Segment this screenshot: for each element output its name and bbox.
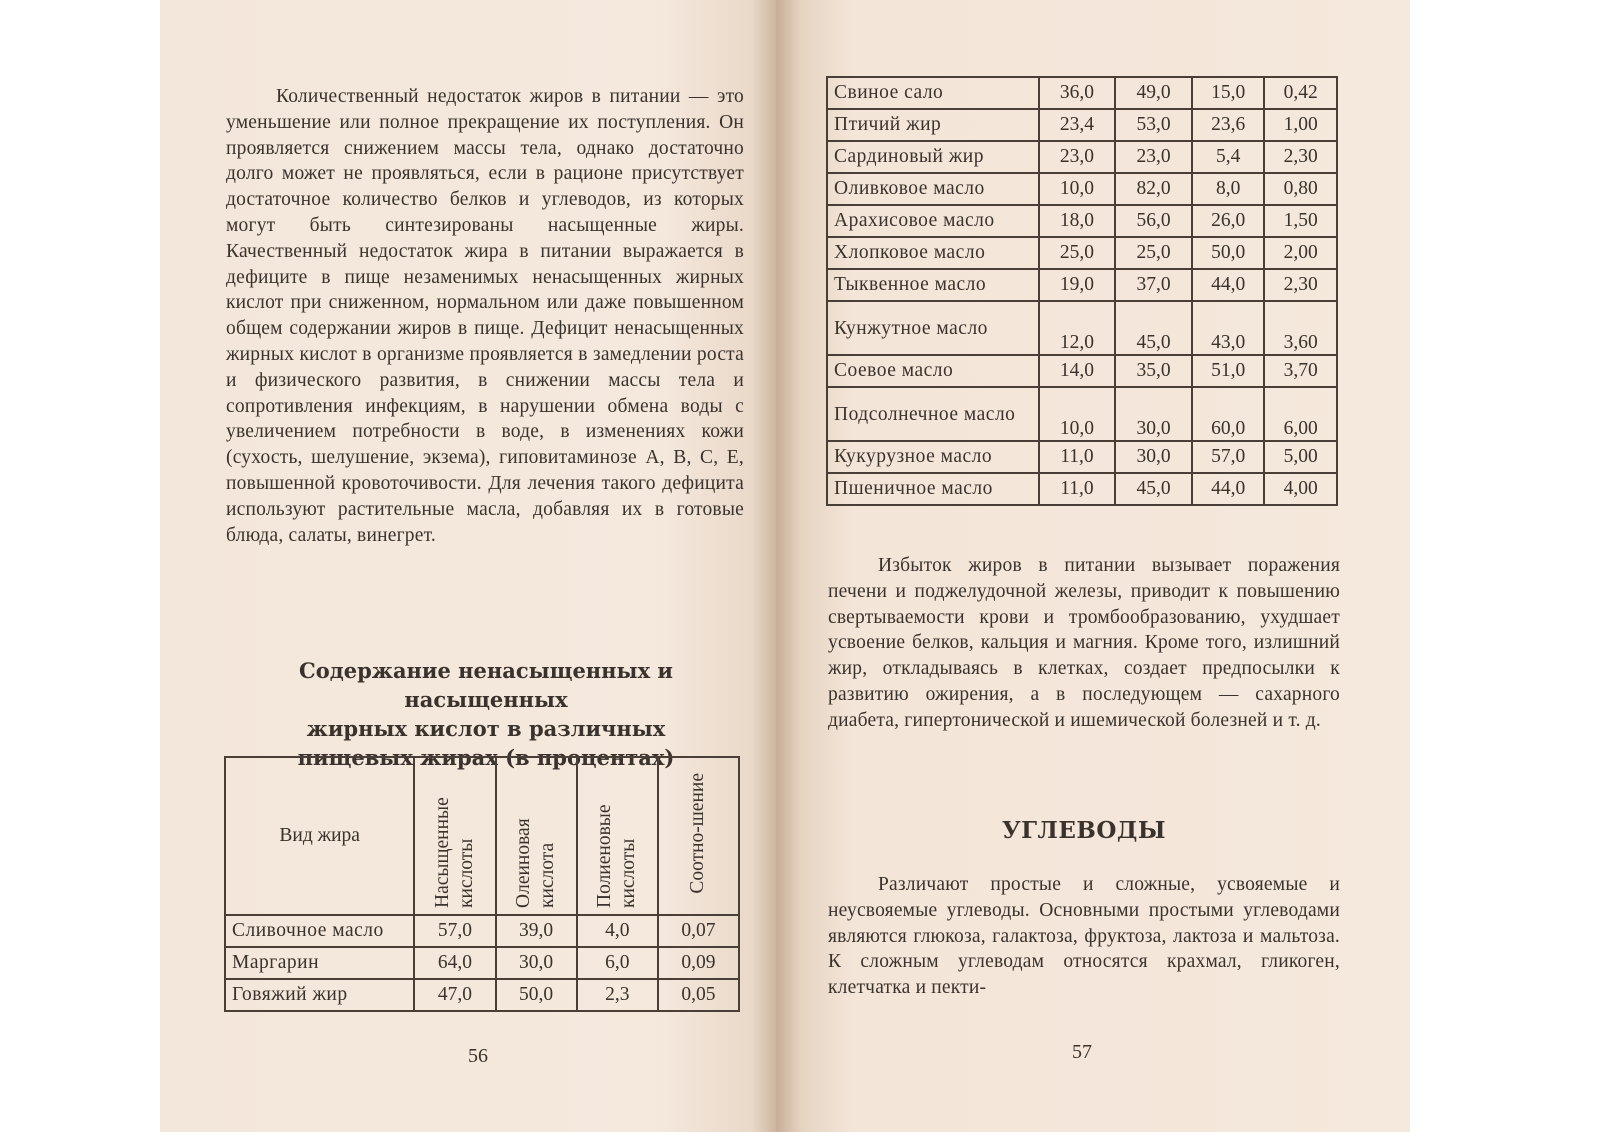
table-cell-saturated: 25,0: [1039, 237, 1116, 269]
table-title-line-3: пищевых жирах (в процентах): [297, 745, 675, 770]
table-cell-ratio: 0,05: [658, 979, 739, 1011]
table-cell-oleic: 56,0: [1115, 205, 1192, 237]
table-row: [827, 205, 1337, 237]
table-cell-polyene: 5,4: [1192, 141, 1265, 173]
table-cell-fat-name: Сливочное масло: [225, 915, 414, 947]
table-cell-fat-name: Тыквенное масло: [827, 269, 1039, 301]
left-page: [160, 0, 776, 1132]
table-row: [827, 237, 1337, 269]
table-cell-polyene: 26,0: [1192, 205, 1265, 237]
table-cell-polyene: 15,0: [1192, 77, 1265, 109]
table-cell-ratio: 0,80: [1264, 173, 1337, 205]
table-cell-saturated: 10,0: [1039, 173, 1116, 205]
table-cell-oleic: 53,0: [1115, 109, 1192, 141]
table-cell-ratio: 0,09: [658, 947, 739, 979]
table-row: [827, 441, 1337, 473]
table-row: [827, 387, 1337, 441]
table-header-fat-type: Вид жира: [225, 757, 414, 915]
table-cell-ratio: 4,00: [1264, 473, 1337, 505]
table-cell-fat-name: Соевое масло: [827, 355, 1039, 387]
table-cell-polyene: 6,0: [577, 947, 658, 979]
table-cell-fat-name: Кунжутное масло: [827, 301, 1039, 355]
page-number-left: 56: [468, 1045, 488, 1067]
table-cell-polyene: 44,0: [1192, 269, 1265, 301]
table-row: [827, 473, 1337, 505]
table-cell-fat-name: Говяжий жир: [225, 979, 414, 1011]
table-header-polyene: [577, 757, 658, 915]
table-row: [225, 915, 739, 947]
table-cell-saturated: 64,0: [414, 947, 495, 979]
table-cell-oleic: 35,0: [1115, 355, 1192, 387]
table-cell-fat-name: Подсолнечное масло: [827, 387, 1039, 441]
table-cell-saturated: 11,0: [1039, 441, 1116, 473]
table-title-line-2: жирных кислот в различных: [306, 716, 666, 741]
table-cell-fat-name: Свиное сало: [827, 77, 1039, 109]
table-cell-ratio: 5,00: [1264, 441, 1337, 473]
fat-acids-table-part-2: [826, 76, 1338, 506]
table-cell-polyene: 57,0: [1192, 441, 1265, 473]
table-header-row: [225, 757, 739, 915]
table-row: [827, 109, 1337, 141]
page-number-right: 57: [1072, 1041, 1092, 1063]
table-cell-ratio: 0,42: [1264, 77, 1337, 109]
table-cell-saturated: 18,0: [1039, 205, 1116, 237]
table-cell-ratio: 2,30: [1264, 141, 1337, 173]
table-header-saturated-label: Насыщенные кислоты: [431, 797, 477, 908]
table-cell-saturated: 47,0: [414, 979, 495, 1011]
table-cell-fat-name: Маргарин: [225, 947, 414, 979]
table-cell-polyene: 23,6: [1192, 109, 1265, 141]
table-cell-oleic: 30,0: [1115, 387, 1192, 441]
left-page-paragraph: Количественный недостаток жиров в питании — это уменьшение или полное прекращение их поступления. Он проявляется снижением массы тела, однако достаточно долго может не проявляться, если в рационе присутствует достаточное количество белков и углеводов, из которых могут быть синтезированы насыщенные жиры. Качественный недостаток жира в питании выражается в дефиците в пище незаменимых ненасыщенных жирных кислот при сниженном, нормальном или даже повышенном общем содержании жиров в пище. Дефицит ненасыщенных жирных кислот в организме проявляется в замедлении роста и физического развития, в снижении массы тела и сопротивления инфекциям, в нарушении обмена воды с увеличением потребности в воде, в изменениях кожи (сухость, шелушение, экзема), гиповитаминозе А, В, С, Е, повышенной кровоточивости. Для лечения такого дефицита используют растительные масла, добавляя их в готовые блюда, салаты, винегрет.: [226, 86, 744, 546]
section-heading: УГЛЕВОДЫ: [1002, 817, 1166, 844]
table-header-polyene-label: Полиеновые кислоты: [594, 804, 640, 908]
table-cell-fat-name: Оливковое масло: [827, 173, 1039, 205]
table-cell-oleic: 50,0: [496, 979, 577, 1011]
table-header-ratio-label: Соотно-шение: [687, 772, 709, 894]
table-cell-ratio: 2,00: [1264, 237, 1337, 269]
table-header-oleic: [496, 757, 577, 915]
table-cell-polyene: 44,0: [1192, 473, 1265, 505]
table-cell-oleic: 25,0: [1115, 237, 1192, 269]
table-row: [225, 947, 739, 979]
table-cell-ratio: 1,50: [1264, 205, 1337, 237]
table-cell-fat-name: Птичий жир: [827, 109, 1039, 141]
table-row: [827, 77, 1337, 109]
table-cell-polyene: 51,0: [1192, 355, 1265, 387]
table-row: [225, 979, 739, 1011]
table-header-saturated: [414, 757, 495, 915]
table-cell-oleic: 30,0: [496, 947, 577, 979]
table-cell-ratio: 6,00: [1264, 387, 1337, 441]
fat-acids-table-part-1: [224, 756, 740, 1012]
table-cell-oleic: 23,0: [1115, 141, 1192, 173]
table-cell-polyene: 8,0: [1192, 173, 1265, 205]
table-cell-fat-name: Пшеничное масло: [827, 473, 1039, 505]
table-cell-polyene: 43,0: [1192, 301, 1265, 355]
table-cell-ratio: 3,70: [1264, 355, 1337, 387]
table-cell-saturated: 10,0: [1039, 387, 1116, 441]
table-cell-polyene: 50,0: [1192, 237, 1265, 269]
table-row: [827, 301, 1337, 355]
table-cell-fat-name: Хлопковое масло: [827, 237, 1039, 269]
table-cell-fat-name: Сардиновый жир: [827, 141, 1039, 173]
table-cell-polyene: 60,0: [1192, 387, 1265, 441]
table-cell-oleic: 82,0: [1115, 173, 1192, 205]
table-cell-ratio: 2,30: [1264, 269, 1337, 301]
table-row: [827, 269, 1337, 301]
table-cell-ratio: 1,00: [1264, 109, 1337, 141]
table-title-line-1: Содержание ненасыщенных и насыщенных: [298, 658, 674, 712]
right-page: [776, 0, 1410, 1132]
table-header-oleic-label: Олеиновая кислота: [513, 818, 559, 908]
table-cell-ratio: 0,07: [658, 915, 739, 947]
table-cell-fat-name: Арахисовое масло: [827, 205, 1039, 237]
table-cell-fat-name: Кукурузное масло: [827, 441, 1039, 473]
table-cell-oleic: 45,0: [1115, 301, 1192, 355]
table-cell-saturated: 57,0: [414, 915, 495, 947]
table-header-ratio: [658, 757, 739, 915]
table-row: [827, 173, 1337, 205]
table-cell-polyene: 4,0: [577, 915, 658, 947]
table-cell-saturated: 23,0: [1039, 141, 1116, 173]
table-cell-saturated: 11,0: [1039, 473, 1116, 505]
table-cell-polyene: 2,3: [577, 979, 658, 1011]
table-title: [226, 656, 746, 772]
table-cell-oleic: 30,0: [1115, 441, 1192, 473]
table-row: [827, 141, 1337, 173]
right-page-paragraph-1: Избыток жиров в питании вызывает поражения печени и поджелудочной железы, приводит к повышению свертываемости крови и тромбообразованию, ухудшает усвоение белков, кальция и магния. Кроме того, излишний жир, откладываясь в клетках, создает предпосылки к развитию ожирения, а в последующем — сахарного диабета, гипертонической и ишемической болезней и т. д.: [828, 555, 1340, 731]
table-cell-oleic: 37,0: [1115, 269, 1192, 301]
table-cell-saturated: 36,0: [1039, 77, 1116, 109]
table-row: [827, 355, 1337, 387]
table-cell-saturated: 23,4: [1039, 109, 1116, 141]
table-cell-ratio: 3,60: [1264, 301, 1337, 355]
table-cell-saturated: 14,0: [1039, 355, 1116, 387]
table-cell-oleic: 39,0: [496, 915, 577, 947]
table-cell-saturated: 19,0: [1039, 269, 1116, 301]
table-cell-oleic: 49,0: [1115, 77, 1192, 109]
table-cell-saturated: 12,0: [1039, 301, 1116, 355]
table-cell-oleic: 45,0: [1115, 473, 1192, 505]
right-page-paragraph-2: Различают простые и сложные, усвояемые и неусвояемые углеводы. Основными простыми углеводами являются глюкоза, галактоза, фруктоза, лактоза и мальтоза. К сложным углеводам относятся крахмал, гликоген, клетчатка и пекти-: [828, 874, 1340, 999]
